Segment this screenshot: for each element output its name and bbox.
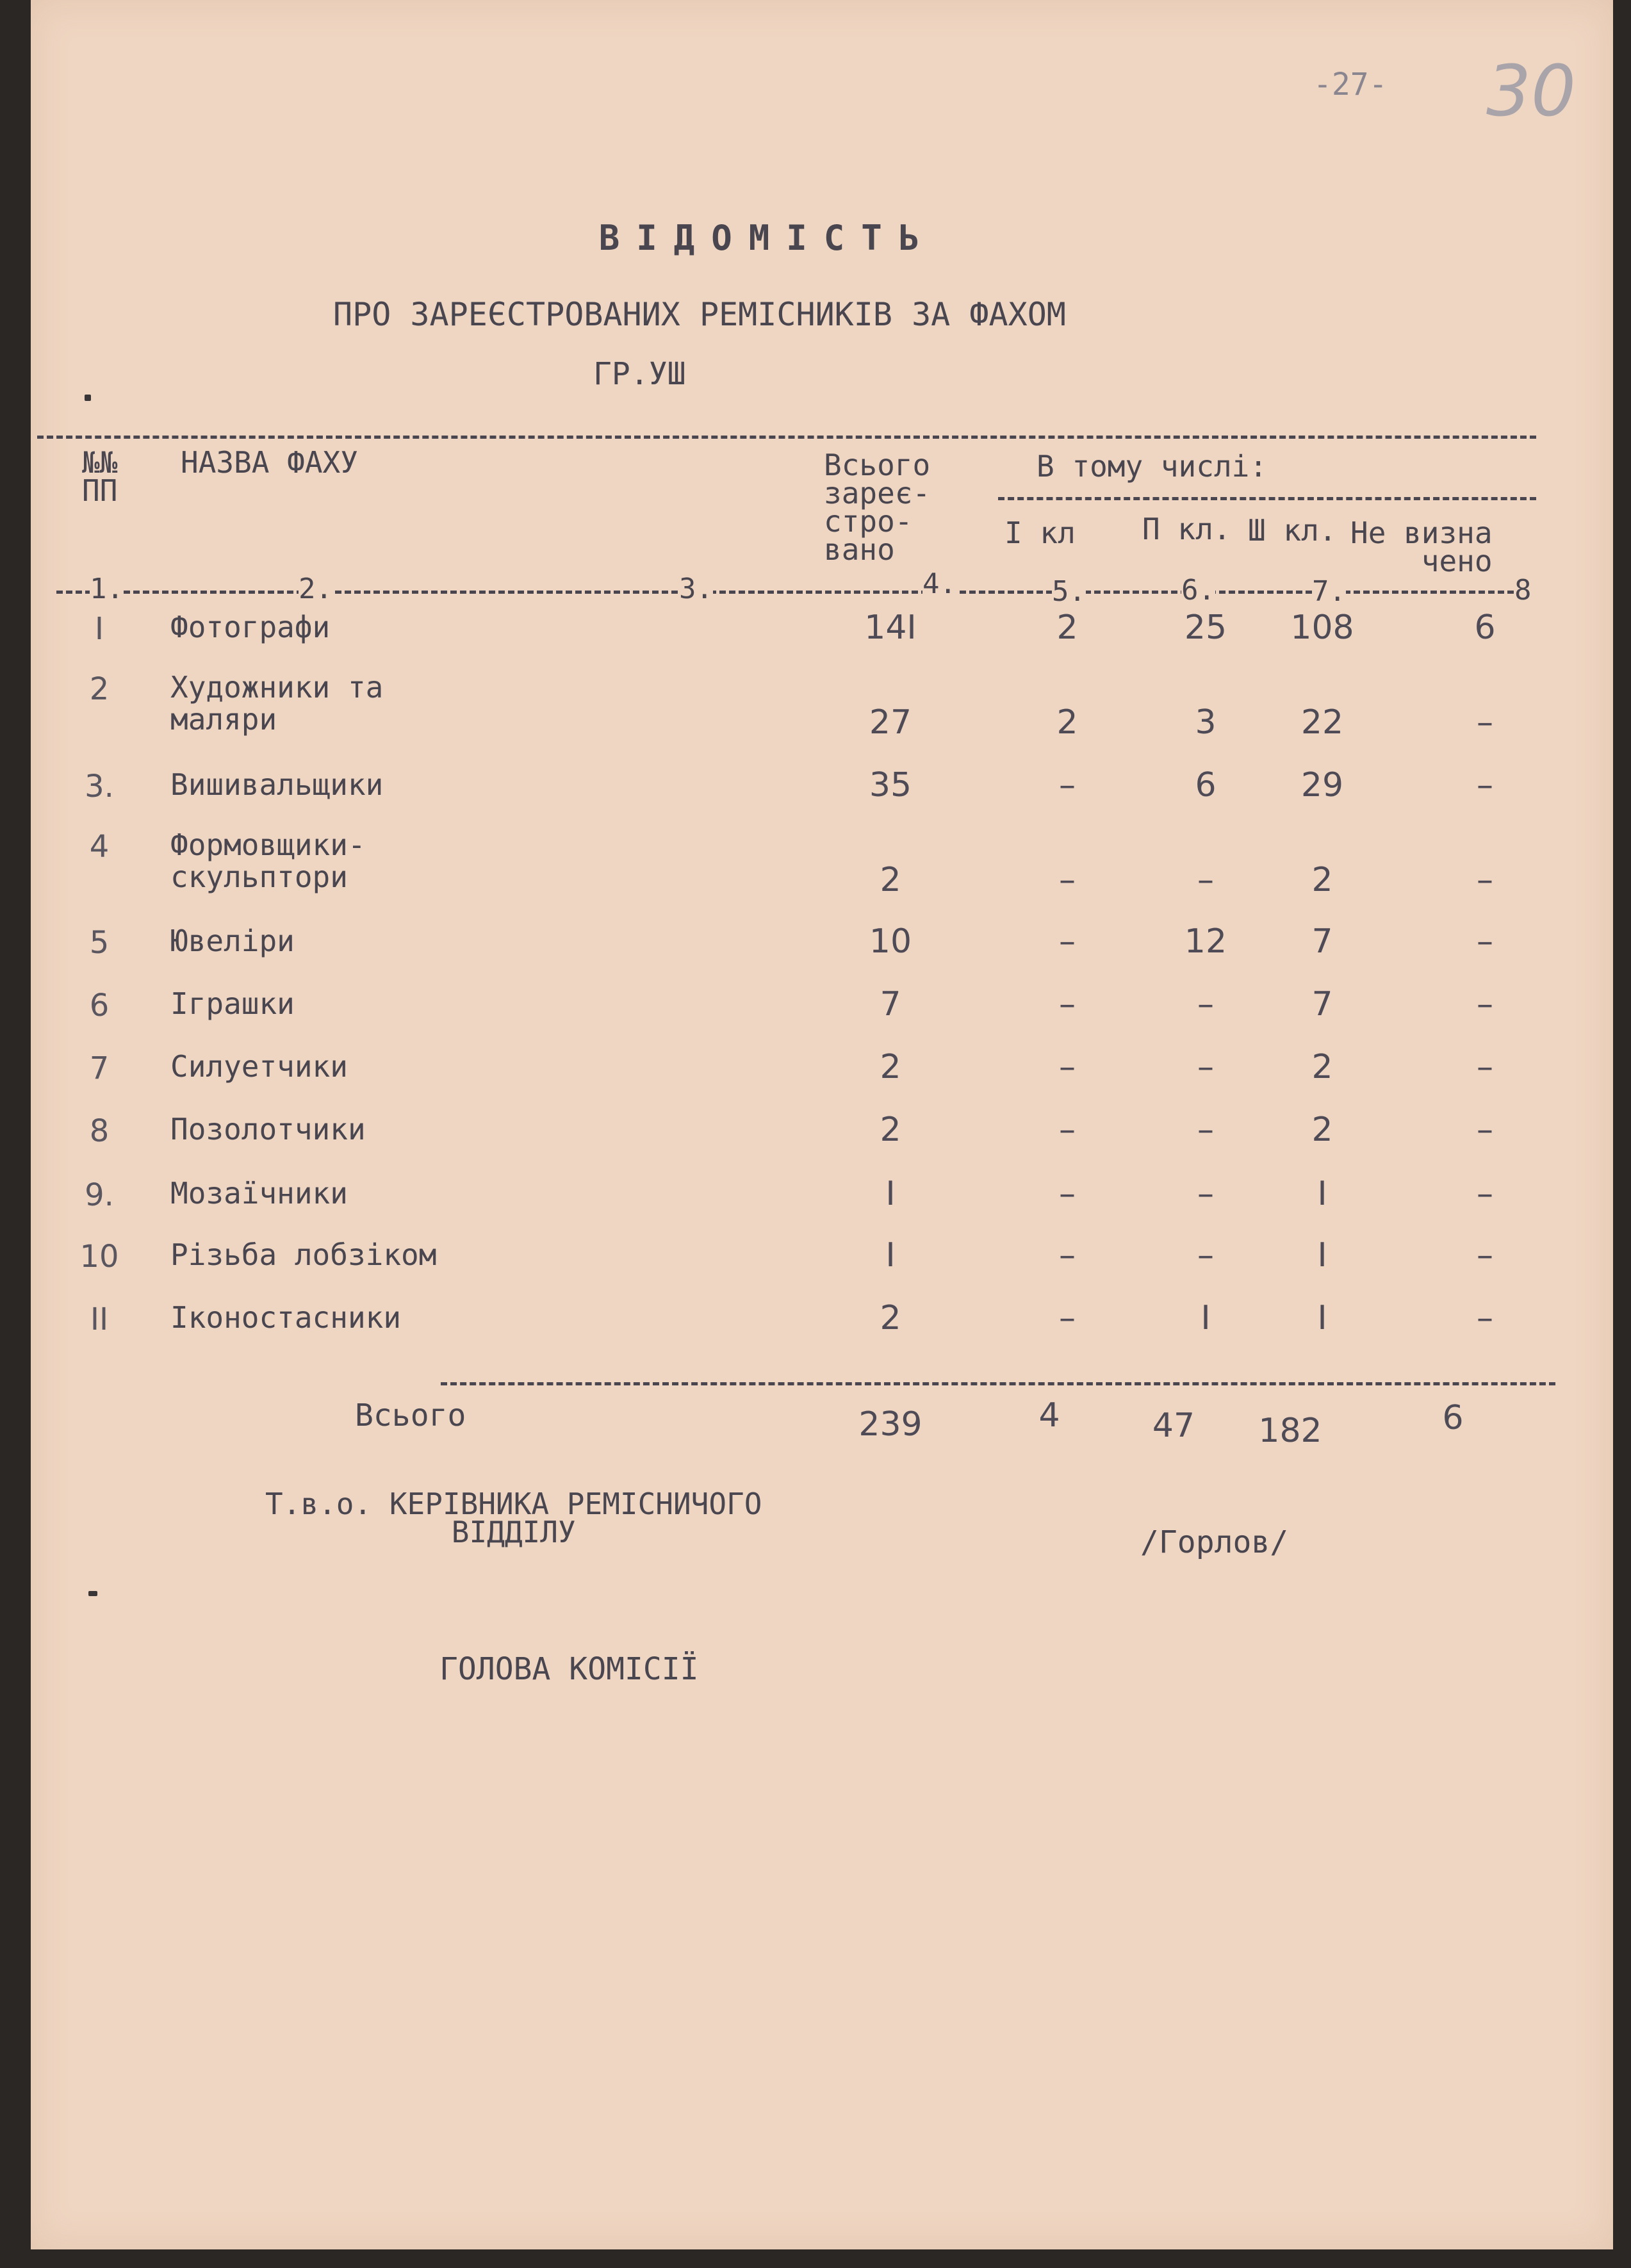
cell-class-1: – [1059,1048,1076,1086]
cell-total: 27 [869,703,912,742]
cell-class-1: – [1059,1175,1076,1213]
cell-undetermined: 6 [1474,608,1496,647]
cell-class-2: 3 [1195,703,1217,742]
column-numbers-rule [56,591,1523,594]
header-including-rule [998,497,1536,500]
row-name: Фотографи [170,610,331,644]
cell-class-1: 2 [1056,608,1078,647]
totals-class-1: 4 [1038,1396,1060,1435]
document-group: ГР.УШ [593,356,686,392]
cell-class-3: 2 [1311,1111,1333,1149]
cell-total: 10 [869,922,912,961]
header-total: Всього зареє- стро- вано [824,448,931,567]
cell-total: 7 [880,985,901,1024]
header-row-number: №№ ПП [82,445,118,508]
cell-class-1: – [1059,1299,1076,1337]
row-number: 4 [89,829,110,865]
signature-name: /Горлов/ [1140,1524,1289,1560]
colnum-7: 7. [1312,575,1346,608]
totals-undetermined: 6 [1442,1399,1464,1437]
row-number: 6 [89,988,110,1024]
row-name: Іконостасники [170,1300,402,1335]
cell-class-2: – [1197,985,1214,1024]
document-title: ВІДОМІСТЬ [598,218,937,258]
header-name: НАЗВА ФАХУ [181,445,358,480]
cell-undetermined: – [1477,861,1493,899]
colnum-5: 5. [1052,575,1086,608]
row-number: 3. [85,769,114,804]
cell-class-3: 7 [1311,922,1333,961]
cell-class-1: – [1059,922,1076,961]
table-bottom-rule [441,1382,1555,1385]
colnum-1: 1. [90,573,124,605]
cell-class-1: 2 [1056,703,1078,742]
cell-class-3: 108 [1290,608,1354,647]
paper-speck [88,1591,97,1596]
cell-class-3: 2 [1311,861,1333,899]
cell-undetermined: – [1477,703,1493,742]
header-undetermined: Не визна чено [1350,516,1493,578]
row-number: 2 [89,671,110,707]
header-class-1: І кл [1004,516,1076,550]
cell-undetermined: – [1477,985,1493,1024]
cell-class-2: – [1197,861,1214,899]
row-name: Формовщики- скульптори [170,828,366,894]
row-name: Силуетчики [170,1049,348,1084]
cell-class-2: – [1197,1048,1214,1086]
cell-class-1: – [1059,766,1076,804]
paper-speck [85,395,91,401]
table-top-rule [37,436,1536,439]
row-number: 7 [89,1050,110,1086]
cell-class-3: 7 [1311,985,1333,1024]
cell-class-3: І [1317,1299,1327,1337]
row-number: І [94,611,104,647]
cell-undetermined: – [1477,1175,1493,1213]
totals-class-3: 182 [1258,1412,1322,1450]
row-name: Вишивальщики [170,767,384,802]
document-subtitle: ПРО ЗАРЕЄСТРОВАНИХ РЕМІСНИКІВ ЗА ФАХОМ [333,296,1066,333]
handwritten-page-number: 30 [1486,50,1576,132]
cell-total: 35 [869,766,912,804]
colnum-3: 3. [679,573,713,605]
totals-label: Всього [355,1398,466,1433]
cell-total: 2 [880,1048,901,1086]
cell-class-3: 29 [1300,766,1344,804]
colnum-2: 2. [299,573,332,605]
row-name: Ювеліри [170,924,295,958]
header-class-2: П кл. [1142,512,1231,546]
cell-class-2: 12 [1184,922,1227,961]
commission-head: ГОЛОВА КОМІСІЇ [439,1651,699,1687]
cell-class-1: – [1059,861,1076,899]
row-name: Різьба лобзіком [170,1237,437,1272]
colnum-4: 4. [922,567,956,600]
row-number: 8 [89,1113,110,1149]
colnum-8: 8 [1514,574,1532,607]
totals-class-2: 47 [1152,1407,1195,1445]
cell-class-2: 25 [1184,608,1227,647]
row-name: Позолотчики [170,1112,366,1146]
cell-total: 14І [864,608,917,647]
cell-undetermined: – [1477,1299,1493,1337]
cell-total: І [885,1175,896,1213]
colnum-6: 6. [1181,574,1215,607]
cell-class-3: І [1317,1236,1327,1275]
cell-undetermined: – [1477,1048,1493,1086]
header-class-3: Ш кл. [1248,513,1337,548]
cell-class-2: І [1201,1299,1211,1337]
cell-class-2: – [1197,1111,1214,1149]
cell-undetermined: – [1477,766,1493,804]
row-number: 9. [85,1177,114,1213]
cell-undetermined: – [1477,1236,1493,1275]
cell-total: 2 [880,1111,901,1149]
typed-page-number: -27- [1313,67,1388,102]
cell-class-2: 6 [1195,766,1217,804]
cell-class-1: – [1059,1236,1076,1275]
cell-class-2: – [1197,1236,1214,1275]
cell-class-3: 2 [1311,1048,1333,1086]
header-including: В тому числі: [1037,449,1268,484]
row-number: 10 [79,1239,119,1275]
cell-undetermined: – [1477,922,1493,961]
cell-class-3: І [1317,1175,1327,1213]
totals-total: 239 [858,1405,922,1444]
cell-class-3: 22 [1300,703,1344,742]
cell-class-1: – [1059,1111,1076,1149]
cell-total: 2 [880,1299,901,1337]
cell-undetermined: – [1477,1111,1493,1149]
row-number: 5 [89,925,110,961]
cell-total: І [885,1236,896,1275]
row-name: Художники та маляри [170,670,384,737]
row-number: ІІ [90,1301,109,1337]
document-sheet [31,0,1613,2249]
signature-position: Т.в.о. КЕРІВНИКА РЕМІСНИЧОГО ВІДДІЛУ [265,1487,762,1549]
cell-class-1: – [1059,985,1076,1024]
cell-total: 2 [880,861,901,899]
cell-class-2: – [1197,1175,1214,1213]
row-name: Мозаїчники [170,1176,348,1211]
row-name: Іграшки [170,986,295,1021]
